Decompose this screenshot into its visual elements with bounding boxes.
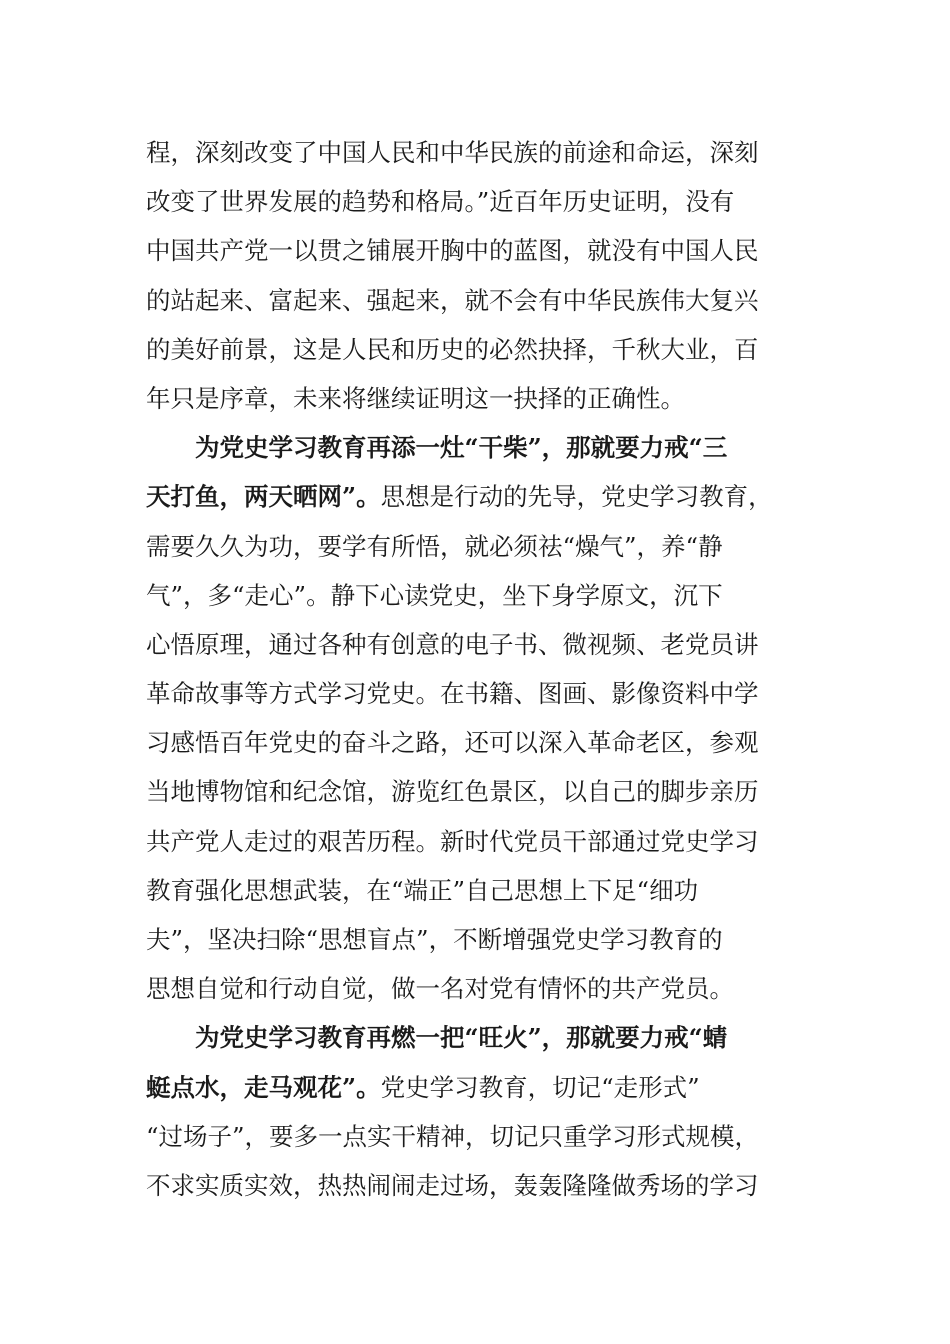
paragraph-2-line: 思想自觉和行动自觉，做一名对党有情怀的共产党员。 <box>146 974 734 1004</box>
paragraph-3-heading: 为党史学习教育再燃一把“旺火”，那就要力戒“蜻 <box>195 1023 728 1053</box>
paragraph-2-text: 思想是行动的先导，党史学习教育， <box>380 482 773 512</box>
paragraph-2-line: 夫”，坚决扫除“思想盲点”，不断增强党史学习教育的 <box>146 925 723 954</box>
paragraph-1-line: 的美好前景，这是人民和历史的必然抉择，千秋大业，百 <box>146 334 759 364</box>
paragraph-3-text: 党史学习教育，切记“走形式” <box>380 1072 700 1102</box>
paragraph-1-line: 年只是序章，未来将继续证明这一抉择的正确性。 <box>146 383 685 413</box>
paragraph-1-line: 改变了世界发展的趋势和格局。”近百年历史证明，没有 <box>146 187 735 217</box>
paragraph-2-line: 需要久久为功，要学有所悟，就必须祛“燥气”，养“静 <box>146 531 723 561</box>
paragraph-2-heading-end: 天打鱼，两天晒网”。 <box>146 482 381 512</box>
paragraph-2-line <box>146 472 786 521</box>
paragraph-3-line <box>146 1063 786 1112</box>
paragraph-2-line: 心悟原理，通过各种有创意的电子书、微视频、老党员讲 <box>146 629 759 659</box>
paragraph-2-heading: 为党史学习教育再添一灶“干柴”，那就要力戒“三 <box>195 433 728 463</box>
paragraph-3-line: 不求实质实效，热热闹闹走过场，轰轰隆隆做秀场的学习 <box>146 1170 759 1200</box>
paragraph-2-line: 革命故事等方式学习党史。在书籍、图画、影像资料中学 <box>146 679 759 709</box>
paragraph-2-line: 教育强化思想武装，在“端正”自己思想上下足“细功 <box>146 875 699 905</box>
document-body <box>146 128 786 1210</box>
paragraph-1-line: 的站起来、富起来、强起来，就不会有中华民族伟大复兴 <box>146 285 759 315</box>
paragraph-3-line: “过场子”，要多一点实干精神，切记只重学习形式规模， <box>146 1121 760 1151</box>
paragraph-2-line: 气”，多“走心”。静下心读党史，坐下身学原文，沉下 <box>146 580 723 610</box>
paragraph-1-line: 程，深刻改变了中国人民和中华民族的前途和命运，深刻 <box>146 138 759 167</box>
paragraph-2-line: 习感悟百年党史的奋斗之路，还可以深入革命老区，参观 <box>146 728 759 758</box>
paragraph-3-heading-end: 蜓点水，走马观花”。 <box>146 1072 381 1102</box>
paragraph-2-line: 当地博物馆和纪念馆，游览红色景区，以自己的脚步亲历 <box>146 777 759 807</box>
paragraph-2-line: 共产党人走过的艰苦历程。新时代党员干部通过党史学习 <box>146 826 759 856</box>
paragraph-1-line: 中国共产党一以贯之铺展开胸中的蓝图，就没有中国人民 <box>146 236 759 266</box>
